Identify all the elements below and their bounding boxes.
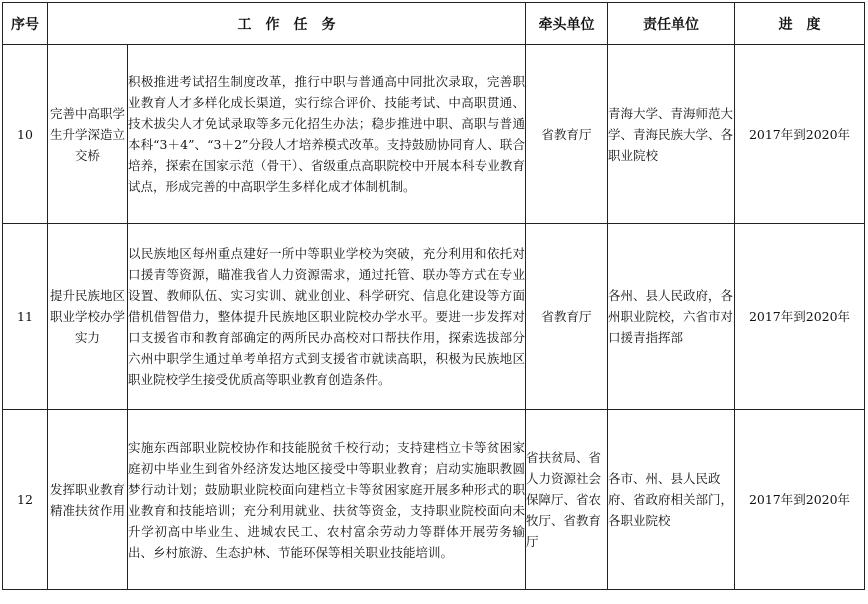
task-description: 实施东西部职业院校协作和技能脱贫千校行动；支持建档立卡等贫困家庭初中毕业生到省外经济发达地区接受中等职业教育；启动实施职教圆梦行动计划；鼓励职业院校面向建档立卡等贫困家庭开展多种形式的职业教育和技能培训；充分利用就业、扶贫等资金，支持职业院校面向未升学初高中毕业生、进城农民工、农村富余劳动力等群体开展劳务输出、乡村旅游、生态护林、节能环保等相关职业技能培训。 — [128, 410, 526, 590]
work-task-table — [2, 2, 865, 590]
task-name: 提升民族地区职业学校办学实力 — [48, 224, 128, 410]
responsible-unit: 青海大学、青海师范大学、青海民族大学、各职业院校 — [608, 45, 735, 224]
progress: 2017年到2020年 — [735, 224, 865, 410]
progress: 2017年到2020年 — [735, 45, 865, 224]
header-lead-unit: 牵头单位 — [526, 3, 608, 45]
header-progress: 进 度 — [735, 3, 865, 45]
lead-unit: 省教育厅 — [526, 224, 608, 410]
task-description: 以民族地区每州重点建好一所中等职业学校为突破，充分利用和依托对口援青等资源，瞄准我省人力资源需求，通过托管、联办等方式在专业设置、教师队伍、实习实训、就业创业、科学研究、信息化建设等方面借机借智借力，整体提升民族地区职业院校办学水平。要进一步发挥对口支援省市和教育部确定的两所民办高校对口帮扶作用，探索选拔部分六州中职学生通过单考单招方式到支援省市就读高职，积极为民族地区职业院校学生接受优质高等职业教育创造条件。 — [128, 224, 526, 410]
header-index: 序号 — [3, 3, 48, 45]
lead-unit: 省扶贫局、省人力资源社会保障厅、省农牧厅、省教育厅 — [526, 410, 608, 590]
table-row — [3, 410, 865, 590]
responsible-unit: 各市、州、县人民政府、省政府相关部门，各职业院校 — [608, 410, 735, 590]
row-index: 12 — [3, 410, 48, 590]
row-index: 10 — [3, 45, 48, 224]
task-name: 完善中高职学生升学深造立交桥 — [48, 45, 128, 224]
lead-unit: 省教育厅 — [526, 45, 608, 224]
task-name: 发挥职业教育精准扶贫作用 — [48, 410, 128, 590]
progress: 2017年到2020年 — [735, 410, 865, 590]
table-row — [3, 224, 865, 410]
table-row — [3, 45, 865, 224]
row-index: 11 — [3, 224, 48, 410]
task-description: 积极推进考试招生制度改革，推行中职与普通高中同批次录取，完善职业教育人才多样化成长渠道，实行综合评价、技能考试、中高职贯通、技术拔尖人才免试录取等多元化招生办法；稳步推进中职、高职与普通本科“3＋4”、“3＋2”分段人才培养模式改革。支持鼓励协同育人、联合培养，探索在国家示范（骨干）、省级重点高职院校中开展本科专业教育试点，形成完善的中高职学生多样化成才体制机制。 — [128, 45, 526, 224]
responsible-unit: 各州、县人民政府，各州职业院校，六省市对口援青指挥部 — [608, 224, 735, 410]
header-task: 工 作 任 务 — [48, 3, 526, 45]
header-responsible-unit: 责任单位 — [608, 3, 735, 45]
table-header-row — [3, 3, 865, 45]
